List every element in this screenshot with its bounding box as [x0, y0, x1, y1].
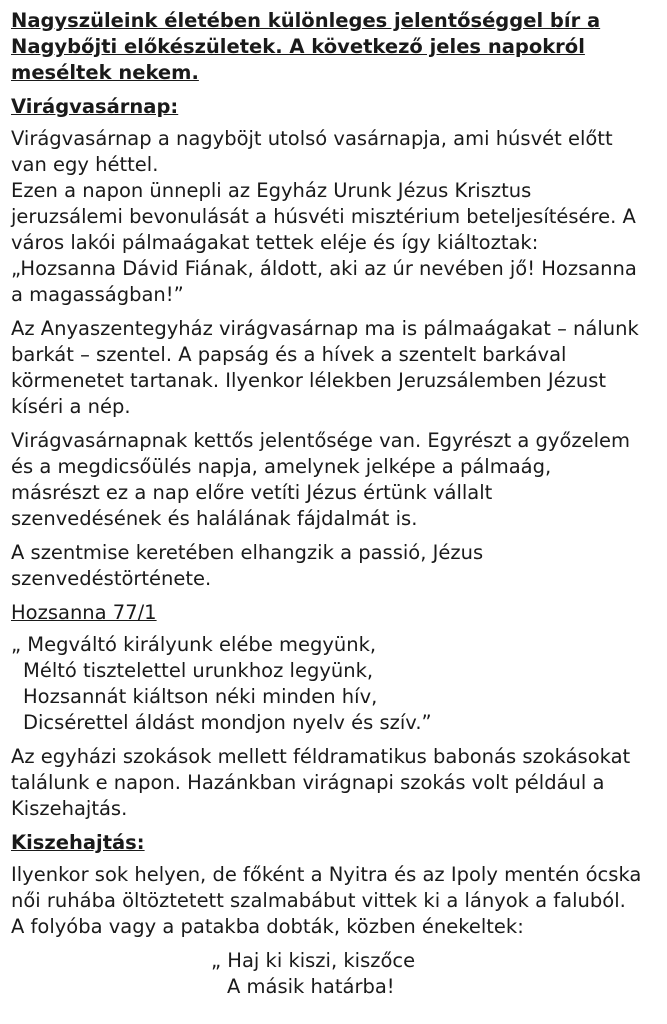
section-heading-viragvasarnap: Virágvasárnap:	[11, 95, 179, 118]
title-line: Nagyszüleink életében különleges jelentőséggel bír a	[11, 9, 601, 32]
text-line: A szentmise keretében elhangzik a passió, Jézus	[11, 541, 484, 564]
title-line: Nagybőjti előkészületek. A következő jeles napokról	[11, 35, 585, 58]
text-line: Virágvasárnap a nagyböjt utolsó vasárnapja, ami húsvét előtt	[11, 127, 613, 150]
text-line: város lakói pálmaágakat tettek eléje és így kiáltoztak:	[11, 231, 539, 254]
text-line: Virágvasárnapnak kettős jelentősége van. Egyrészt a győzelem	[11, 429, 631, 452]
paragraph	[11, 862, 661, 940]
paragraph	[11, 316, 661, 420]
text-line: barkát – szentel. A papság és a hívek a szentelt barkával	[11, 343, 567, 366]
text-line: van egy héttel.	[11, 153, 159, 176]
document-page	[11, 8, 661, 1000]
text-line: másrészt ez a nap előre vetíti Jézus értünk vállalt	[11, 481, 493, 504]
text-line: Kiszehajtás.	[11, 797, 128, 820]
verse-line: Hozsannát kiáltson néki minden hív,	[23, 685, 378, 708]
text-line: Ezen a napon ünnepli az Egyház Urunk Jézus Krisztus	[11, 179, 532, 202]
text-line: A folyóba vagy a patakba dobták, közben énekeltek:	[11, 915, 524, 938]
paragraph	[11, 428, 661, 532]
verse-line: „ Haj ki kiszi, kiszőce	[211, 949, 416, 972]
text-line: jeruzsálemi bevonulását a húsvéti misztérium beteljesítésére. A	[11, 205, 636, 228]
text-line: körmenetet tartanak. Ilyenkor lélekben Jeruzsálemben Jézust	[11, 369, 607, 392]
paragraph	[11, 540, 661, 592]
text-line: és a megdicsőülés napja, amelynek jelképe a pálmaág,	[11, 455, 552, 478]
verse-line: A másik határba!	[227, 975, 395, 998]
verse-line: Méltó tisztelettel urunkhoz legyünk,	[23, 659, 374, 682]
text-line: kíséri a nép.	[11, 395, 131, 418]
title-line: meséltek nekem.	[11, 61, 199, 84]
hymn-reference: Hozsanna 77/1	[11, 601, 157, 624]
text-line: Ilyenkor sok helyen, de főként a Nyitra és az Ipoly mentén ócska	[11, 863, 642, 886]
section-heading-kiszehajtas: Kiszehajtás:	[11, 831, 145, 854]
text-line: találunk e napon. Hazánkban virágnapi szokás volt például a	[11, 771, 605, 794]
text-line: Az Anyaszentegyház virágvasárnap ma is pálmaágakat – nálunk	[11, 317, 639, 340]
paragraph	[11, 126, 661, 308]
document-title	[11, 8, 661, 86]
text-line: szenvedéstörténete.	[11, 567, 212, 590]
verse-line: Dicsérettel áldást mondjon nyelv és szív.”	[23, 711, 432, 734]
paragraph	[11, 744, 661, 822]
text-line: szenvedésének és halálának fájdalmát is.	[11, 507, 418, 530]
text-line: a magasságban!”	[11, 283, 184, 306]
hymn-verse	[11, 632, 661, 736]
text-line: női ruhába öltöztetett szalmabábut vittek ki a lányok a faluból.	[11, 889, 626, 912]
text-line: „Hozsanna Dávid Fiának, áldott, aki az úr nevében jő! Hozsanna	[11, 257, 637, 280]
text-line: Az egyházi szokások mellett féldramatikus babonás szokásokat	[11, 745, 631, 768]
verse-line: „ Megváltó királyunk elébe megyünk,	[11, 633, 377, 656]
song-verse	[11, 948, 661, 1000]
